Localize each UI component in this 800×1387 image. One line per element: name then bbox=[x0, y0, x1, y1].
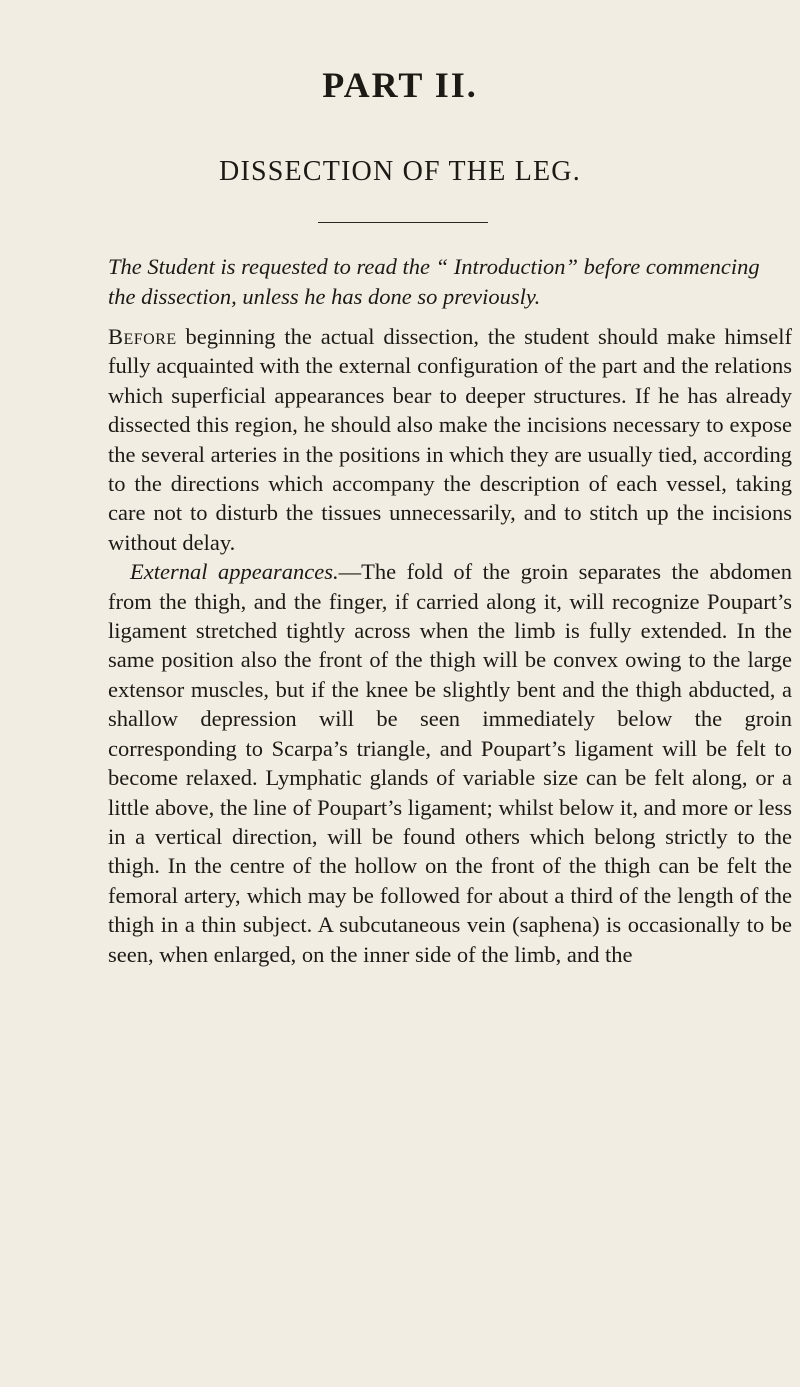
paragraph-1-text: beginning the actual dissection, the student should make himself fully acquainted with the external configuration of the part and the relations which superficial appearances bear to deeper structures. If he has already dissected this region, he should also make the incisions necessary to expose the several arteries in the positions in which they are usually tied, according to the directions which accompany the description of each vessel, taking care not to disturb the tissues unnecessarily, and to stitch up the incisions without delay. bbox=[108, 324, 792, 555]
introduction-note: The Student is requested to read the “ Introduction” before commencing the dissection, unless he has done so previously. bbox=[108, 254, 760, 309]
paragraph-lead-word: Before bbox=[108, 324, 177, 349]
paragraph-1 bbox=[108, 322, 792, 557]
paragraph-2-text: —The fold of the groin separates the abdomen from the thigh, and the finger, if carried along it, will recognize Poupart’s ligament stretched tightly across when the limb is fully extended. In the same position also the front of the thigh will be convex owing to the large extensor muscles, but if the knee be slightly bent and the thigh abducted, a shallow depression will be seen immediately below the groin corresponding to Scarpa’s triangle, and Poupart’s ligament will be felt to become relaxed. Lymphatic glands of variable size can be felt along, or a little above, the line of Poupart’s ligament; whilst below it, and more or less in a vertical direction, will be found others which belong strictly to the thigh. In the centre of the hollow on the front of the thigh can be felt the femoral artery, which may be followed for about a third of the length of the thigh in a thin subject. A subcutaneous vein (saphena) is occasionally to be seen, when enlarged, on the inner side of the limb, and the bbox=[108, 559, 792, 967]
paragraph-2 bbox=[108, 557, 792, 969]
part-title: PART II. bbox=[322, 65, 478, 105]
chapter-title: DISSECTION OF THE LEG. bbox=[219, 156, 581, 187]
section-heading-external-appearances: External appearances. bbox=[130, 559, 339, 585]
body-text bbox=[108, 322, 792, 969]
section-divider bbox=[318, 222, 488, 223]
